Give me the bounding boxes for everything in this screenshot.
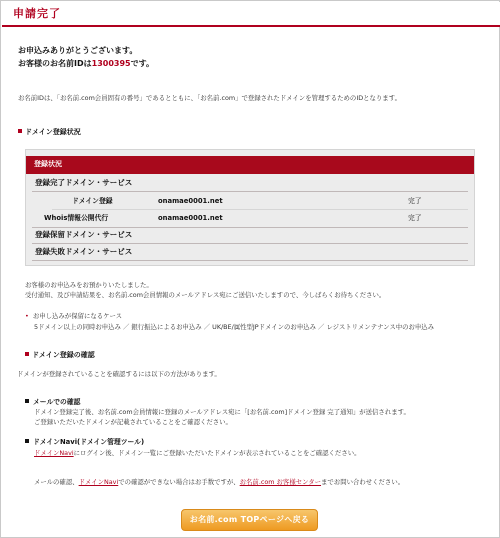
confirm-section-heading (25, 351, 95, 360)
mail-check-title (25, 398, 80, 407)
section-square-icon (25, 439, 29, 443)
mail-check-line2: ご登録いただいたドメインが記載されていることをご確認ください。 (34, 418, 232, 426)
divider (32, 260, 468, 261)
status-section-heading (18, 128, 81, 137)
help-suffix: までお問い合わせください。 (321, 478, 405, 486)
divider (32, 243, 468, 244)
divider (32, 191, 468, 192)
section-square-icon (25, 399, 29, 403)
title-bar (2, 2, 500, 27)
member-id-line (18, 59, 154, 70)
completed-services-title: 登録完了ドメイン・サービス (35, 178, 133, 187)
status-section-heading-text: ドメイン登録状況 (25, 128, 81, 136)
row-domain: onamae0001.net (158, 197, 223, 205)
help-line (34, 478, 404, 487)
divider (52, 209, 468, 210)
member-id-suffix: です。 (130, 59, 154, 68)
domain-navi-link-2[interactable]: ドメインNavi (78, 478, 119, 486)
member-id-number: 1300395 (91, 59, 131, 68)
top-page-button[interactable]: お名前.com TOPページへ戻る (181, 509, 318, 531)
help-mid: での確認ができない場合はお手数ですが、 (118, 478, 240, 486)
bullet-icon: • (25, 312, 29, 320)
row-service: ドメイン登録 (72, 197, 113, 205)
receipt-message: お客様のお申込みをお預かりいたしました。 (25, 281, 153, 289)
mail-check-title-text: メールでの確認 (33, 398, 81, 406)
help-prefix: メールの確認、 (34, 478, 79, 486)
domain-navi-text: にログイン後、ドメイン一覧にご登録いただいたドメインが表示されていることをご確認ください。 (73, 449, 361, 457)
panel-header: 登録状況 (26, 156, 474, 174)
customer-center-link[interactable]: お名前.com お客様センター (239, 478, 322, 486)
row-status: 完了 (408, 197, 422, 205)
member-id-prefix: お客様のお名前IDは (18, 59, 92, 68)
registration-status-panel (25, 149, 475, 266)
failed-services-title: 登録失敗ドメイン・サービス (35, 247, 133, 256)
domain-navi-title-text: ドメインNavi(ドメイン管理ツール) (33, 438, 145, 446)
row-status: 完了 (408, 214, 422, 222)
domain-navi-title (25, 438, 144, 447)
reserved-services-title: 登録保留ドメイン・サービス (35, 230, 133, 239)
row-service: Whois情報公開代行 (44, 214, 109, 222)
domain-navi-link[interactable]: ドメインNavi (34, 449, 74, 457)
confirm-intro: ドメインが登録されていることを確認するには以下の方法があります。 (17, 370, 221, 378)
hold-cases-detail: 5ドメイン以上の同時お申込み ／ 銀行振込によるお申込み ／ UK/BE/属性型JPドメインのお申込み ／ レジストリメンテナンス中のお申込み (34, 323, 435, 331)
hold-cases-title (25, 312, 122, 321)
member-id-note: お名前IDは、「お名前.com会員固有の番号」であるとともに、「お名前.com」で登録されたドメインを管理するためのIDとなります。 (18, 94, 401, 102)
divider (32, 227, 468, 228)
notification-message: 受付通知、及び申請結果を、お名前.com会員情報のメールアドレス宛にご送信いたしますので、今しばらくお待ちください。 (25, 291, 386, 299)
section-square-icon (18, 129, 22, 133)
section-square-icon (25, 352, 29, 356)
hold-cases-title-text: お申し込みが保留になるケース (32, 312, 123, 320)
row-domain: onamae0001.net (158, 214, 223, 222)
mail-check-line1: ドメイン登録完了後、お名前.com会員情報に登録のメールアドレス宛に「[お名前.com]ドメイン登録 完了通知」が送信されます。 (34, 408, 410, 416)
thanks-message: お申込みありがとうございます。 (18, 46, 138, 55)
domain-navi-line (34, 449, 361, 458)
confirm-section-heading-text: ドメイン登録の確認 (32, 351, 95, 359)
page-title: 申請完了 (13, 7, 61, 20)
